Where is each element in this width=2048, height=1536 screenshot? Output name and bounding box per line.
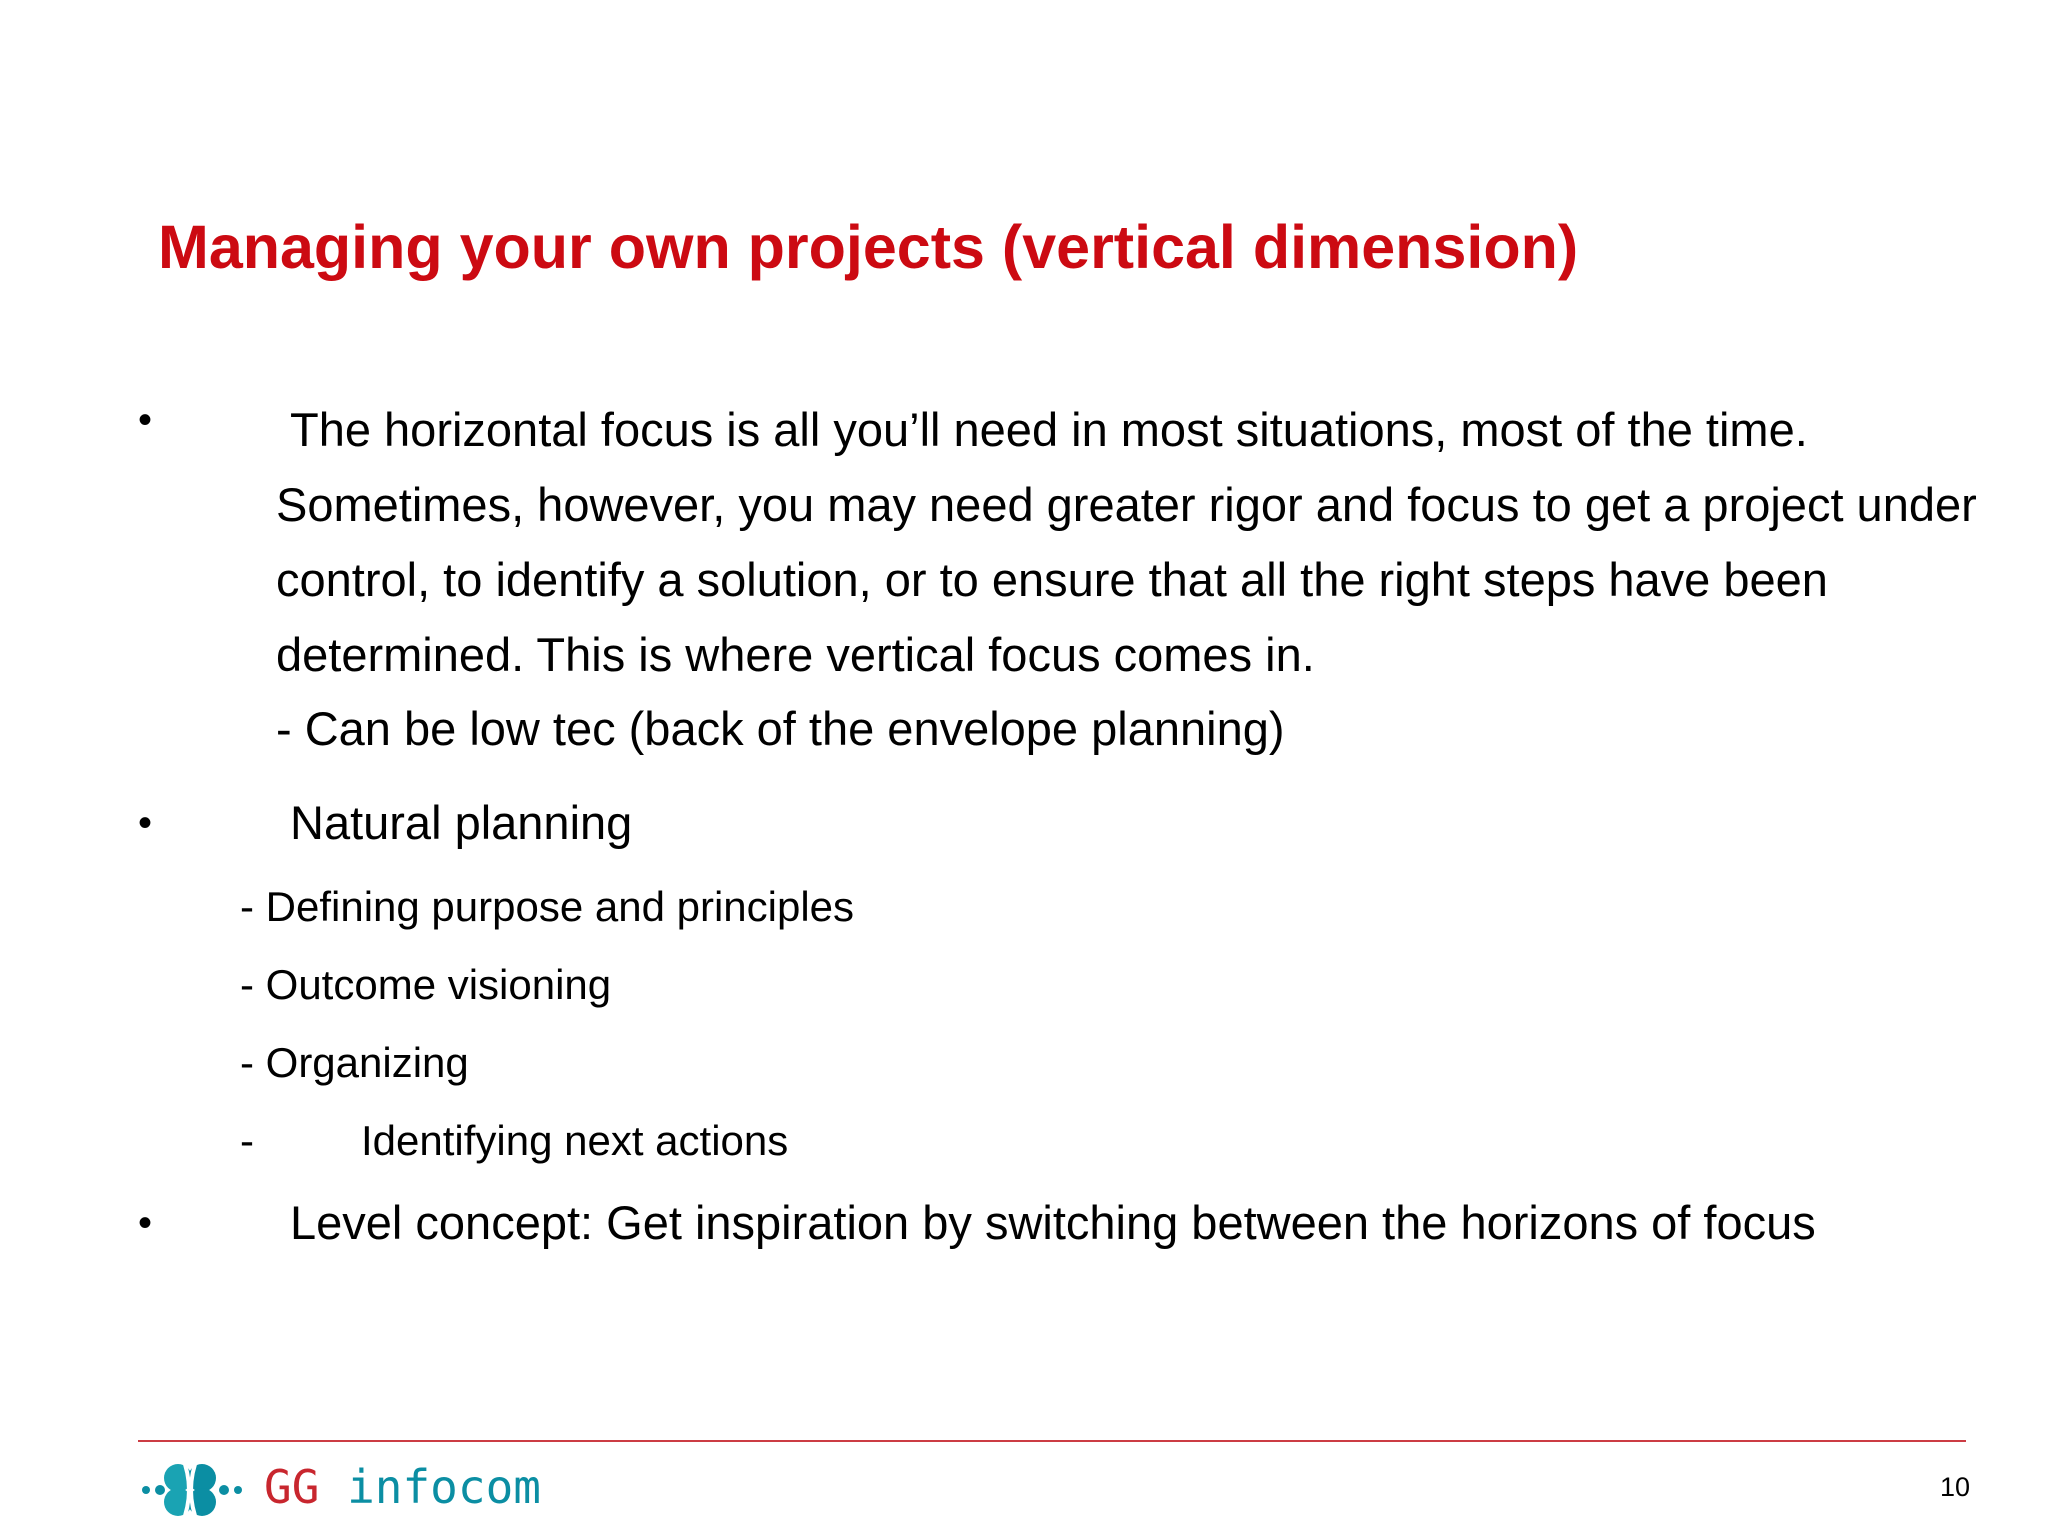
bullet-1-paragraph — [276, 392, 1996, 692]
bullet-3-marker: • — [138, 1201, 153, 1245]
slide-title: Managing your own projects (vertical dimension) — [158, 213, 1579, 281]
logo-infocom-text: infocom — [347, 1460, 541, 1514]
bullet-1-note: - Can be low tec (back of the envelope planning) — [276, 702, 1285, 755]
subitem-next-actions: Identifying next actions — [361, 1117, 789, 1164]
bullet-2-marker: • — [138, 801, 153, 845]
footer-divider — [138, 1440, 1966, 1442]
bullet-1-first-line: The horizontal focus is all you’ll need in most situations, most of the time. — [290, 403, 1808, 456]
bullet-1-marker: • — [138, 398, 153, 442]
subitem-next-actions-dash: - — [240, 1117, 254, 1164]
bullet-2-text: Natural planning — [290, 796, 633, 849]
logo-wordmark — [264, 1460, 541, 1514]
page-number: 10 — [1939, 1472, 1970, 1502]
bullet-3-text: Level concept: Get inspiration by switching between the horizons of focus — [290, 1196, 1816, 1249]
subitem-organizing: - Organizing — [240, 1039, 469, 1086]
subitem-defining-purpose: - Defining purpose and principles — [240, 883, 855, 930]
subitem-outcome-visioning: - Outcome visioning — [240, 961, 612, 1008]
bullet-1-continuation: Sometimes, however, you may need greater rigor and focus to get a project under control, to identify a solution, or to ensure that all the right steps have been determined. This is where vertical focus comes in. — [276, 478, 1977, 681]
logo-gg-text: GG — [264, 1460, 320, 1514]
